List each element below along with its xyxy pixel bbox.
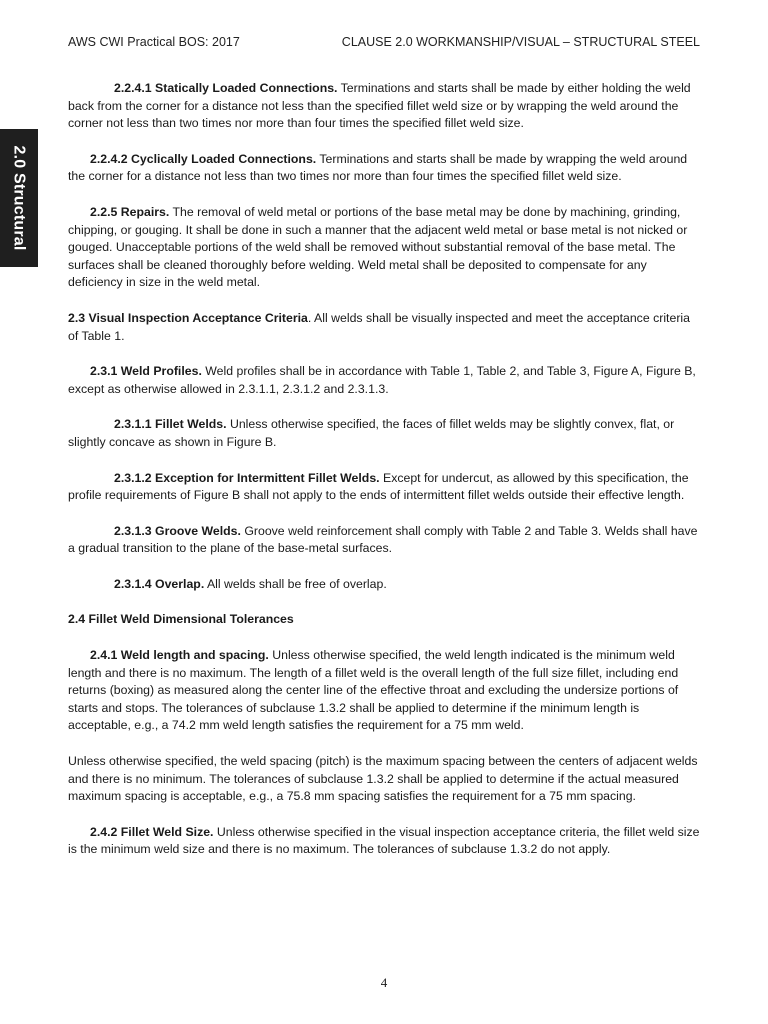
para-heading: 2.3 Visual Inspection Acceptance Criteria [68, 310, 308, 325]
para-heading: 2.3.1.1 Fillet Welds. [114, 417, 227, 432]
para-heading: 2.2.4.2 Cyclically Loaded Connections. [90, 151, 317, 166]
para-heading: 2.3.1.2 Exception for Intermittent Fillet Welds. [114, 470, 380, 485]
para-text: Terminations and starts shall be made by either holding the weld back from the corner for a distance not less than the specified fillet weld size or by wrapping the weld around the corner not less than two times nor more than four times the specified fillet weld size. [68, 81, 691, 131]
para-weld-spacing [68, 753, 700, 806]
para-heading: 2.4.1 Weld length and spacing. [90, 648, 269, 663]
para-2-3-1-3 [68, 523, 700, 558]
body-text [68, 80, 700, 877]
para-2-3-1 [68, 363, 700, 398]
para-text: Weld profiles shall be in accordance with Table 1, Table 2, and Table 3, Figure A, Figure B, except as otherwise allowed in 2.3.1.1, 2.3.1.2 and 2.3.1.3. [68, 364, 696, 396]
para-text: Unless otherwise specified, the weld spacing (pitch) is the maximum spacing between the centers of adjacent welds and there is no minimum. The tolerances of subclause 1.3.2 shall be applied to determine if the actual measured maximum spacing is acceptable, e.g., a 75.8 mm spacing satisfies the requirement for a 75 mm spacing. [68, 754, 698, 804]
para-2-3 [68, 310, 700, 345]
para-2-2-4-2 [68, 151, 700, 186]
side-tab-label: 2.0 Structural [11, 145, 28, 251]
page-number: 4 [380, 975, 388, 990]
para-text: Except for undercut, as allowed by this specification, the profile requirements of Figure B shall not apply to the ends of intermittent fillet welds outside their effective length. [68, 470, 689, 503]
section-heading-2-4 [68, 611, 700, 629]
para-heading: 2.3.1.4 Overlap. [114, 576, 205, 591]
header-left: AWS CWI Practical BOS: 2017 [68, 35, 240, 49]
para-heading: 2.3.1.3 Groove Welds. [114, 523, 241, 538]
para-heading: 2.4.2 Fillet Weld Size. [90, 824, 214, 839]
para-2-4-1 [68, 647, 700, 735]
para-heading: 2.2.5 Repairs. [90, 204, 170, 219]
para-2-3-1-4 [68, 576, 700, 594]
para-text: Groove weld reinforcement shall comply with Table 2 and Table 3. Welds shall have a gradual transition to the plane of the base-metal surfaces. [68, 523, 698, 556]
para-2-4-2 [68, 824, 700, 859]
para-2-3-1-2 [68, 470, 700, 505]
para-2-3-1-1 [68, 416, 700, 451]
para-text: The removal of weld metal or portions of the base metal may be done by machining, grinding, chipping, or gouging. It shall be done in such a manner that the adjacent weld metal or base metal is not nicked or gouged. Unacceptable portions of the weld shall be removed without substantial removal of the base metal. The surfaces shall be cleaned thoroughly before welding. Weld metal shall be deposited to compensate for any deficiency in size in the weld metal. [68, 204, 688, 290]
para-text: Terminations and starts shall be made by wrapping the weld around the corner for a distance not less than two times nor more than four times the specified fillet weld size. [68, 151, 688, 184]
para-2-2-4-1 [68, 80, 700, 133]
para-heading: 2.2.4.1 Statically Loaded Connections. [114, 81, 338, 95]
side-tab [0, 129, 38, 267]
para-heading: 2.4 Fillet Weld Dimensional Tolerances [68, 612, 294, 627]
header-right: CLAUSE 2.0 WORKMANSHIP/VISUAL – STRUCTURAL STEEL [341, 35, 700, 49]
para-heading: 2.3.1 Weld Profiles. [90, 364, 202, 379]
para-2-2-5 [68, 204, 700, 292]
para-text: All welds shall be free of overlap. [204, 576, 387, 591]
para-text: Unless otherwise specified, the weld length indicated is the minimum weld length and there is no maximum. The length of a fillet weld is the overall length of the full size fillet, including end returns (boxing) as measured along the center line of the effective throat and excluding the undersize portions of starts and stops. The tolerances of subclause 1.3.2 shall be applied to determine if the minimum length is acceptable, e.g., a 74.2 mm weld length satisfies the requirement for a 75 mm weld. [68, 648, 679, 733]
para-text: . All welds shall be visually inspected and meet the acceptance criteria of Table 1. [68, 310, 690, 343]
para-text: Unless otherwise specified in the visual inspection acceptance criteria, the fillet weld size is the minimum weld size and there is no maximum. The tolerances of subclause 1.3.2 do not apply. [68, 824, 700, 857]
para-text: Unless otherwise specified, the faces of fillet welds may be slightly convex, flat, or slightly concave as shown in Figure B. [68, 417, 675, 449]
